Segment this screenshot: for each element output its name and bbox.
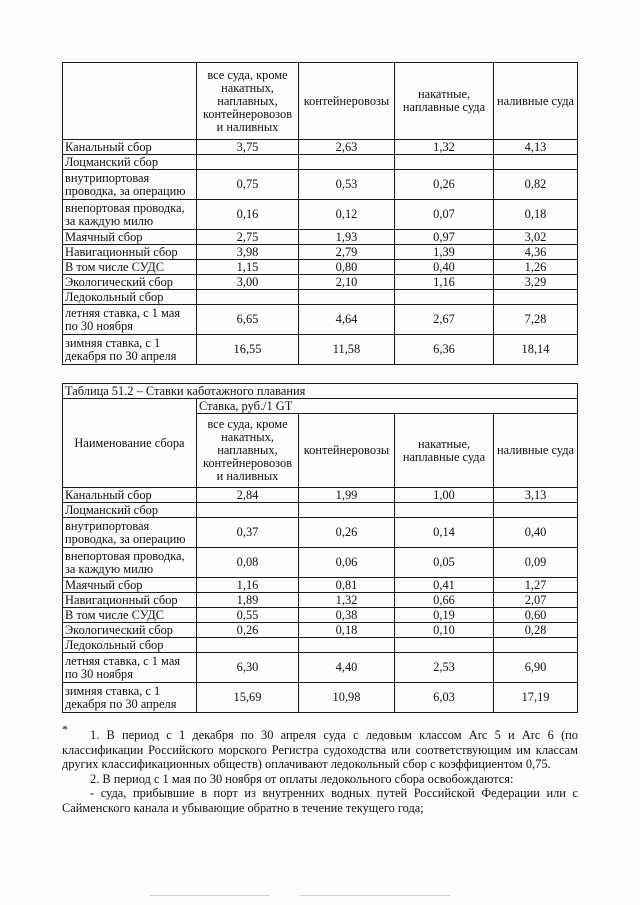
- rate-value-cell: [299, 155, 395, 170]
- rate-value-cell: [494, 155, 578, 170]
- fee-name-cell: Навигационный сбор: [63, 245, 197, 260]
- rate-value-cell: 1,93: [299, 230, 395, 245]
- fee-name-cell: зимняя ставка, с 1 декабря по 30 апреля: [63, 335, 197, 365]
- table-row: [63, 140, 578, 155]
- rate-value-cell: 17,19: [494, 683, 578, 713]
- table1-header-tankers: наливные суда: [494, 63, 578, 140]
- fee-name-cell: Ледокольный сбор: [63, 638, 197, 653]
- fee-name-cell: внепортовая проводка, за каждую милю: [63, 548, 197, 578]
- table-row: [63, 488, 578, 503]
- table2-header-roro: накатные, наплавные суда: [395, 414, 494, 488]
- table2-name-header: Наименование сбора: [63, 399, 197, 488]
- rate-value-cell: 0,07: [395, 200, 494, 230]
- rate-value-cell: 0,28: [494, 623, 578, 638]
- rate-value-cell: [494, 638, 578, 653]
- rate-value-cell: 0,97: [395, 230, 494, 245]
- rate-value-cell: 0,38: [299, 608, 395, 623]
- rate-value-cell: 0,16: [197, 200, 299, 230]
- table2-header-container: контейнеровозы: [299, 414, 395, 488]
- rate-value-cell: [299, 290, 395, 305]
- table2-caption-row: [63, 384, 578, 399]
- rate-value-cell: 0,18: [299, 623, 395, 638]
- rate-value-cell: 15,69: [197, 683, 299, 713]
- rate-value-cell: 0,08: [197, 548, 299, 578]
- table-row: [63, 683, 578, 713]
- rate-value-cell: 0,19: [395, 608, 494, 623]
- rate-value-cell: [395, 155, 494, 170]
- rate-value-cell: 0,26: [197, 623, 299, 638]
- rate-value-cell: 1,32: [299, 593, 395, 608]
- rate-value-cell: 0,06: [299, 548, 395, 578]
- rate-value-cell: 0,12: [299, 200, 395, 230]
- rate-value-cell: 4,40: [299, 653, 395, 683]
- rate-value-cell: [494, 290, 578, 305]
- table-row: [63, 230, 578, 245]
- rate-value-cell: [197, 290, 299, 305]
- rate-value-cell: 0,26: [395, 170, 494, 200]
- fee-name-cell: внепортовая проводка, за каждую милю: [63, 200, 197, 230]
- rate-value-cell: 0,80: [299, 260, 395, 275]
- note-item-1: 1. В период с 1 декабря по 30 апреля суда с ледовым классом Arc 5 и Arc 6 (по классификации Российского морского Регистра судоходства или соответствующим им классам других классификационных обществ) оплачивают ледокольный сбор с коэффициентом 0,75.: [62, 728, 578, 772]
- scan-footer-mark-1: [150, 895, 270, 896]
- rate-value-cell: [197, 638, 299, 653]
- rate-value-cell: 10,98: [299, 683, 395, 713]
- table-row: [63, 503, 578, 518]
- rate-value-cell: 3,13: [494, 488, 578, 503]
- table-row: [63, 305, 578, 335]
- rate-value-cell: 0,75: [197, 170, 299, 200]
- table2-caption: Таблица 51.2 – Ставки каботажного плавания: [63, 384, 578, 399]
- fee-name-cell: Канальный сбор: [63, 140, 197, 155]
- rate-value-cell: [494, 503, 578, 518]
- rate-value-cell: 3,98: [197, 245, 299, 260]
- rate-value-cell: 2,53: [395, 653, 494, 683]
- table2-body: [63, 488, 578, 713]
- rate-value-cell: 2,63: [299, 140, 395, 155]
- rate-value-cell: 0,55: [197, 608, 299, 623]
- rate-value-cell: 2,67: [395, 305, 494, 335]
- rate-value-cell: [197, 503, 299, 518]
- rate-value-cell: 2,10: [299, 275, 395, 290]
- fee-name-cell: Ледокольный сбор: [63, 290, 197, 305]
- rate-value-cell: 4,36: [494, 245, 578, 260]
- fee-name-cell: внутрипортовая проводка, за операцию: [63, 170, 197, 200]
- table-row: [63, 275, 578, 290]
- fee-name-cell: Лоцманский сбор: [63, 503, 197, 518]
- rate-value-cell: 1,26: [494, 260, 578, 275]
- rate-value-cell: 1,27: [494, 578, 578, 593]
- rate-value-cell: 7,28: [494, 305, 578, 335]
- table-row: [63, 170, 578, 200]
- notes-section: [62, 728, 578, 816]
- table-row: [63, 548, 578, 578]
- fee-name-cell: Маячный сбор: [63, 230, 197, 245]
- rate-value-cell: [395, 638, 494, 653]
- rate-value-cell: 1,15: [197, 260, 299, 275]
- rate-value-cell: 1,00: [395, 488, 494, 503]
- fee-name-cell: внутрипортовая проводка, за операцию: [63, 518, 197, 548]
- table2-header-all-vessels: все суда, кроме накатных, наплавных, контейнеровозов и наливных: [197, 414, 299, 488]
- rate-value-cell: 1,89: [197, 593, 299, 608]
- rates-table-2: [62, 383, 578, 713]
- rate-value-cell: 3,00: [197, 275, 299, 290]
- table1-body: [63, 140, 578, 365]
- table-row: [63, 518, 578, 548]
- rate-value-cell: 16,55: [197, 335, 299, 365]
- rate-value-cell: 0,09: [494, 548, 578, 578]
- table-row: [63, 653, 578, 683]
- fee-name-cell: Экологический сбор: [63, 623, 197, 638]
- rate-value-cell: 0,66: [395, 593, 494, 608]
- rate-value-cell: 1,99: [299, 488, 395, 503]
- fee-name-cell: Канальный сбор: [63, 488, 197, 503]
- rate-value-cell: 0,18: [494, 200, 578, 230]
- table-row: [63, 335, 578, 365]
- table2-unit-row: [63, 399, 578, 414]
- table1-header-all-vessels: все суда, кроме накатных, наплавных, контейнеровозов и наливных: [197, 63, 299, 140]
- rate-value-cell: 0,05: [395, 548, 494, 578]
- rate-value-cell: 6,36: [395, 335, 494, 365]
- rate-value-cell: 1,39: [395, 245, 494, 260]
- table-row: [63, 638, 578, 653]
- rate-value-cell: [197, 155, 299, 170]
- rate-value-cell: 3,75: [197, 140, 299, 155]
- rate-value-cell: 2,79: [299, 245, 395, 260]
- rates-table-1: [62, 62, 578, 365]
- rate-value-cell: 2,84: [197, 488, 299, 503]
- rate-value-cell: 6,03: [395, 683, 494, 713]
- table-row: [63, 260, 578, 275]
- table-row: [63, 593, 578, 608]
- fee-name-cell: Навигационный сбор: [63, 593, 197, 608]
- rate-value-cell: 0,37: [197, 518, 299, 548]
- rate-value-cell: 3,02: [494, 230, 578, 245]
- rate-value-cell: 6,30: [197, 653, 299, 683]
- rate-value-cell: 0,26: [299, 518, 395, 548]
- rate-value-cell: 4,13: [494, 140, 578, 155]
- rate-value-cell: 1,16: [395, 275, 494, 290]
- rate-value-cell: [299, 503, 395, 518]
- table1-header-row: [63, 63, 578, 140]
- rate-value-cell: 11,58: [299, 335, 395, 365]
- rate-value-cell: 0,81: [299, 578, 395, 593]
- footnote-asterisk: *: [62, 722, 68, 736]
- rate-value-cell: 0,60: [494, 608, 578, 623]
- fee-name-cell: В том числе СУДС: [63, 260, 197, 275]
- table-row: [63, 290, 578, 305]
- rate-value-cell: 0,14: [395, 518, 494, 548]
- rate-value-cell: 18,14: [494, 335, 578, 365]
- fee-name-cell: Маячный сбор: [63, 578, 197, 593]
- rate-value-cell: 0,10: [395, 623, 494, 638]
- table2-header-tankers: наливные суда: [494, 414, 578, 488]
- table-row: [63, 155, 578, 170]
- rate-value-cell: 0,40: [395, 260, 494, 275]
- rate-value-cell: [395, 290, 494, 305]
- table-row: [63, 245, 578, 260]
- table2-rate-unit: Ставка, руб./1 GT: [197, 399, 578, 414]
- rate-value-cell: 1,32: [395, 140, 494, 155]
- fee-name-cell: зимняя ставка, с 1 декабря по 30 апреля: [63, 683, 197, 713]
- rate-value-cell: 0,82: [494, 170, 578, 200]
- rate-value-cell: 3,29: [494, 275, 578, 290]
- rate-value-cell: 6,65: [197, 305, 299, 335]
- table-row: [63, 623, 578, 638]
- scan-footer-mark-2: [300, 895, 450, 896]
- table-row: [63, 200, 578, 230]
- note-item-2: 2. В период с 1 мая по 30 ноября от оплаты ледокольного сбора освобождаются:: [90, 771, 514, 786]
- note-item-3: - суда, прибывшие в порт из внутренних водных путей Российской Федерации или с Сайменского канала и убывающие обратно в течение текущего года;: [62, 786, 578, 815]
- rate-value-cell: [395, 503, 494, 518]
- table1-header-roro: накатные, наплавные суда: [395, 63, 494, 140]
- fee-name-cell: летняя ставка, с 1 мая по 30 ноября: [63, 305, 197, 335]
- rate-value-cell: 2,75: [197, 230, 299, 245]
- fee-name-cell: Лоцманский сбор: [63, 155, 197, 170]
- fee-name-cell: Экологический сбор: [63, 275, 197, 290]
- rate-value-cell: [299, 638, 395, 653]
- rate-value-cell: 1,16: [197, 578, 299, 593]
- rate-value-cell: 0,53: [299, 170, 395, 200]
- table-row: [63, 608, 578, 623]
- rate-value-cell: 2,07: [494, 593, 578, 608]
- table-row: [63, 578, 578, 593]
- rate-value-cell: 6,90: [494, 653, 578, 683]
- fee-name-cell: В том числе СУДС: [63, 608, 197, 623]
- rate-value-cell: 4,64: [299, 305, 395, 335]
- table1-header-blank: [63, 63, 197, 140]
- rate-value-cell: 0,41: [395, 578, 494, 593]
- rate-value-cell: 0,40: [494, 518, 578, 548]
- table1-header-container: контейнеровозы: [299, 63, 395, 140]
- fee-name-cell: летняя ставка, с 1 мая по 30 ноября: [63, 653, 197, 683]
